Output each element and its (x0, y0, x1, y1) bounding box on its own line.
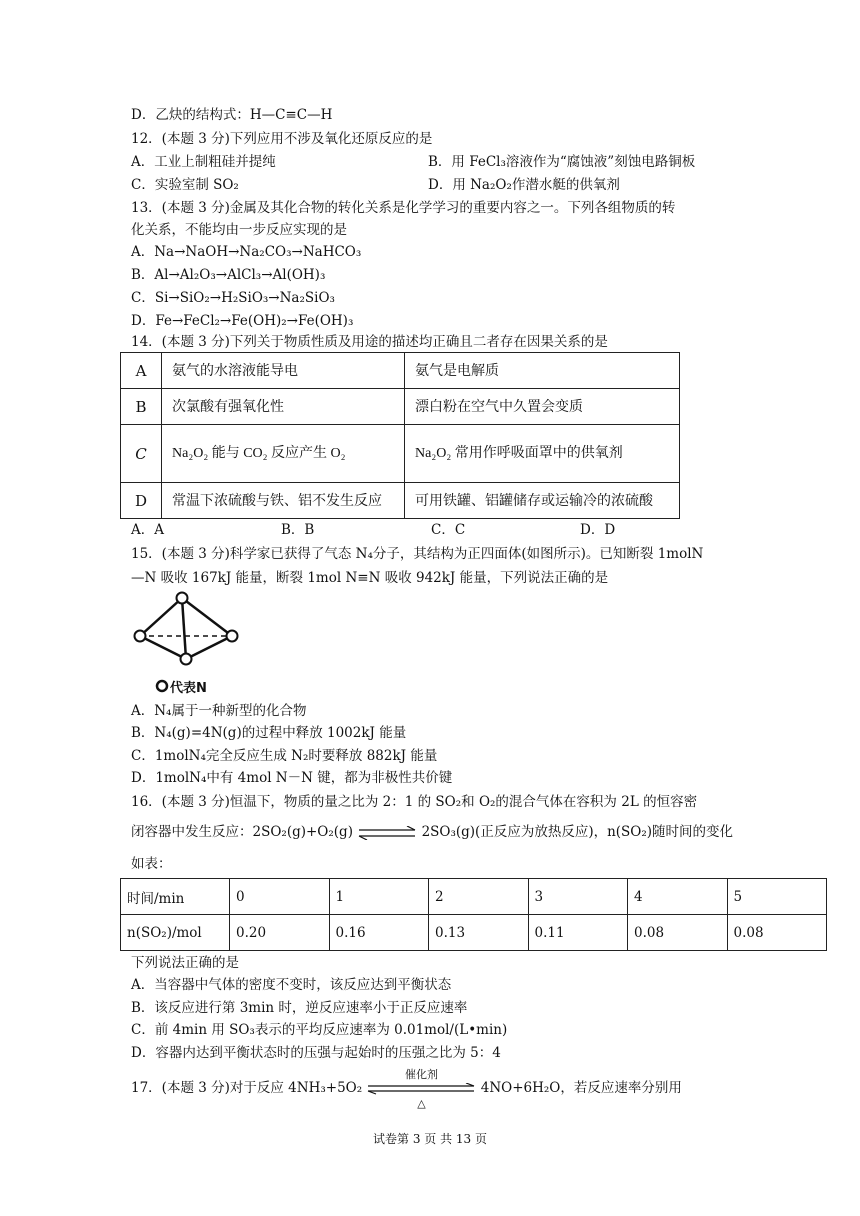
q13-option-b: B．Al→Al₂O₃→AlCl₃→Al(OH)₃ (131, 267, 326, 283)
q16-cell: 0.16 (329, 915, 429, 951)
q16-cell: 0.08 (628, 915, 728, 951)
q15-option-c: C．1molN₄完全反应生成 N₂时要释放 882kJ 能量 (131, 748, 438, 764)
q14-row-d (121, 483, 680, 519)
legend-n-label: 代表N (170, 681, 207, 696)
q14-table (120, 352, 680, 519)
q16-option-b: B．该反应进行第 3min 时，逆反应速率小于正反应速率 (131, 1000, 468, 1016)
q16-stem-line3: 如表： (131, 856, 172, 872)
q14-use: Na₂O₂ 常用作呼吸面罩中的供氧剂 (405, 425, 680, 483)
q16-cell: 0.11 (528, 915, 628, 951)
q17-reactants: 17．(本题 3 分)对于反应 4NH₃+5O₂ (131, 1080, 363, 1096)
q16-cell: 4 (628, 879, 728, 915)
q17-products: 4NO+6H₂O，若反应速率分别用 (480, 1080, 682, 1096)
q13-stem-line2: 化关系，不能均由一步反应实现的是 (131, 222, 347, 238)
q16-option-a: A．当容器中气体的密度不变时，该反应达到平衡状态 (131, 977, 452, 993)
q12-option-b: B．用 FeCl₃溶液作为“腐蚀液”刻蚀电路铜板 (428, 154, 696, 170)
q12-option-d: D．用 Na₂O₂作潜水艇的供氧剂 (428, 177, 620, 193)
q16-post-stem: 下列说法正确的是 (131, 955, 239, 971)
q16-cell: 时间/min (121, 879, 230, 915)
q13-stem-line1: 13．(本题 3 分)金属及其化合物的转化关系是化学学习的重要内容之一。下列各组物质的转 (131, 200, 676, 216)
page-footer: 试卷第 3 页 共 13 页 (373, 1132, 487, 1146)
q16-cell: n(SO₂)/mol (121, 915, 230, 951)
heat-label: △ (417, 1096, 426, 1110)
q16-cell: 0.08 (727, 915, 827, 951)
q13-option-c: C．Si→SiO₂→H₂SiO₃→Na₂SiO₃ (131, 290, 335, 306)
q14-option-c: C．C (431, 522, 466, 538)
q14-row-b (121, 389, 680, 425)
q16-stem-line1: 16．(本题 3 分)恒温下，物质的量之比为 2：1 的 SO₂和 O₂的混合气体在容积为 2L 的恒容密 (131, 794, 698, 810)
q14-property: 常温下浓硫酸与铁、铝不发生反应 (162, 483, 405, 519)
q12-option-a: A．工业上制粗硅并提纯 (131, 154, 276, 170)
q16-products: 2SO₃(g)(正反应为放热反应)，n(SO₂)随时间的变化 (421, 824, 734, 840)
q14-key: B (121, 389, 162, 425)
q14-row-c (121, 425, 680, 483)
q14-property: 氨气的水溶液能导电 (162, 353, 405, 389)
catalyst-label: 催化剂 (404, 1067, 438, 1081)
q14-key: D (121, 483, 162, 519)
q13-option-d: D．Fe→FeCl₂→Fe(OH)₂→Fe(OH)₃ (131, 313, 354, 329)
q16-cell: 0 (230, 879, 330, 915)
q14-use: 可用铁罐、铝罐储存或运输冷的浓硫酸 (405, 483, 680, 519)
q14-row-a (121, 353, 680, 389)
q15-option-d: D．1molN₄中有 4mol N－N 键，都为非极性共价键 (131, 770, 453, 786)
q12-option-c: C．实验室制 SO₂ (131, 177, 239, 193)
q15-stem-line1: 15．(本题 3 分)科学家已获得了气态 N₄分子，其结构为正四面体(如图所示)。已知断裂 1molN (131, 546, 704, 562)
q16-cell: 1 (329, 879, 429, 915)
q14-property: 次氯酸有强氧化性 (162, 389, 405, 425)
q17-catalyst-arrow (366, 1067, 476, 1110)
q14-key: C (121, 425, 162, 483)
q15-option-b: B．N₄(g)=4N(g)的过程中释放 1002kJ 能量 (131, 725, 407, 741)
q14-use: 氨气是电解质 (405, 353, 680, 389)
q16-table-header-row (121, 879, 827, 915)
q14-stem: 14．(本题 3 分)下列关于物质性质及用途的描述均正确且二者存在因果关系的是 (131, 334, 608, 350)
q13-option-a: A．Na→NaOH→Na₂CO₃→NaHCO₃ (131, 244, 362, 260)
reversible-arrow-icon (366, 1083, 476, 1095)
q14-option-b: B．B (281, 522, 315, 538)
q14-option-d: D．D (580, 522, 616, 538)
q16-table-value-row (121, 915, 827, 951)
q14-key: A (121, 353, 162, 389)
q16-table (120, 878, 827, 951)
reversible-arrow-icon (357, 826, 417, 840)
q16-stem-line2 (131, 823, 733, 841)
q16-cell: 2 (429, 879, 529, 915)
q16-cell: 5 (727, 879, 827, 915)
q14-use: 漂白粉在空气中久置会变质 (405, 389, 680, 425)
q11-option-d: D．乙炔的结构式：H—C≡C—H (131, 107, 333, 123)
q15-option-a: A．N₄属于一种新型的化合物 (131, 703, 307, 719)
q16-cell: 0.20 (230, 915, 330, 951)
q17-stem (131, 1067, 682, 1110)
q16-option-c: C．前 4min 用 SO₃表示的平均反应速率为 0.01mol/(L•min) (131, 1022, 508, 1038)
q16-cell: 0.13 (429, 915, 529, 951)
q12-stem: 12．(本题 3 分)下列应用不涉及氧化还原反应的是 (131, 131, 433, 147)
q16-reactants: 闭容器中发生反应：2SO₂(g)+O₂(g) (131, 824, 353, 840)
q16-option-d: D．容器内达到平衡状态时的压强与起始时的压强之比为 5：4 (131, 1045, 501, 1061)
q14-property: Na₂O₂ 能与 CO₂ 反应产生 O₂ (162, 425, 405, 483)
q16-cell: 3 (528, 879, 628, 915)
q15-stem-line2: —N 吸收 167kJ 能量，断裂 1mol N≡N 吸收 942kJ 能量，下列说法正确的是 (131, 570, 609, 586)
q14-option-a: A．A (131, 522, 164, 538)
